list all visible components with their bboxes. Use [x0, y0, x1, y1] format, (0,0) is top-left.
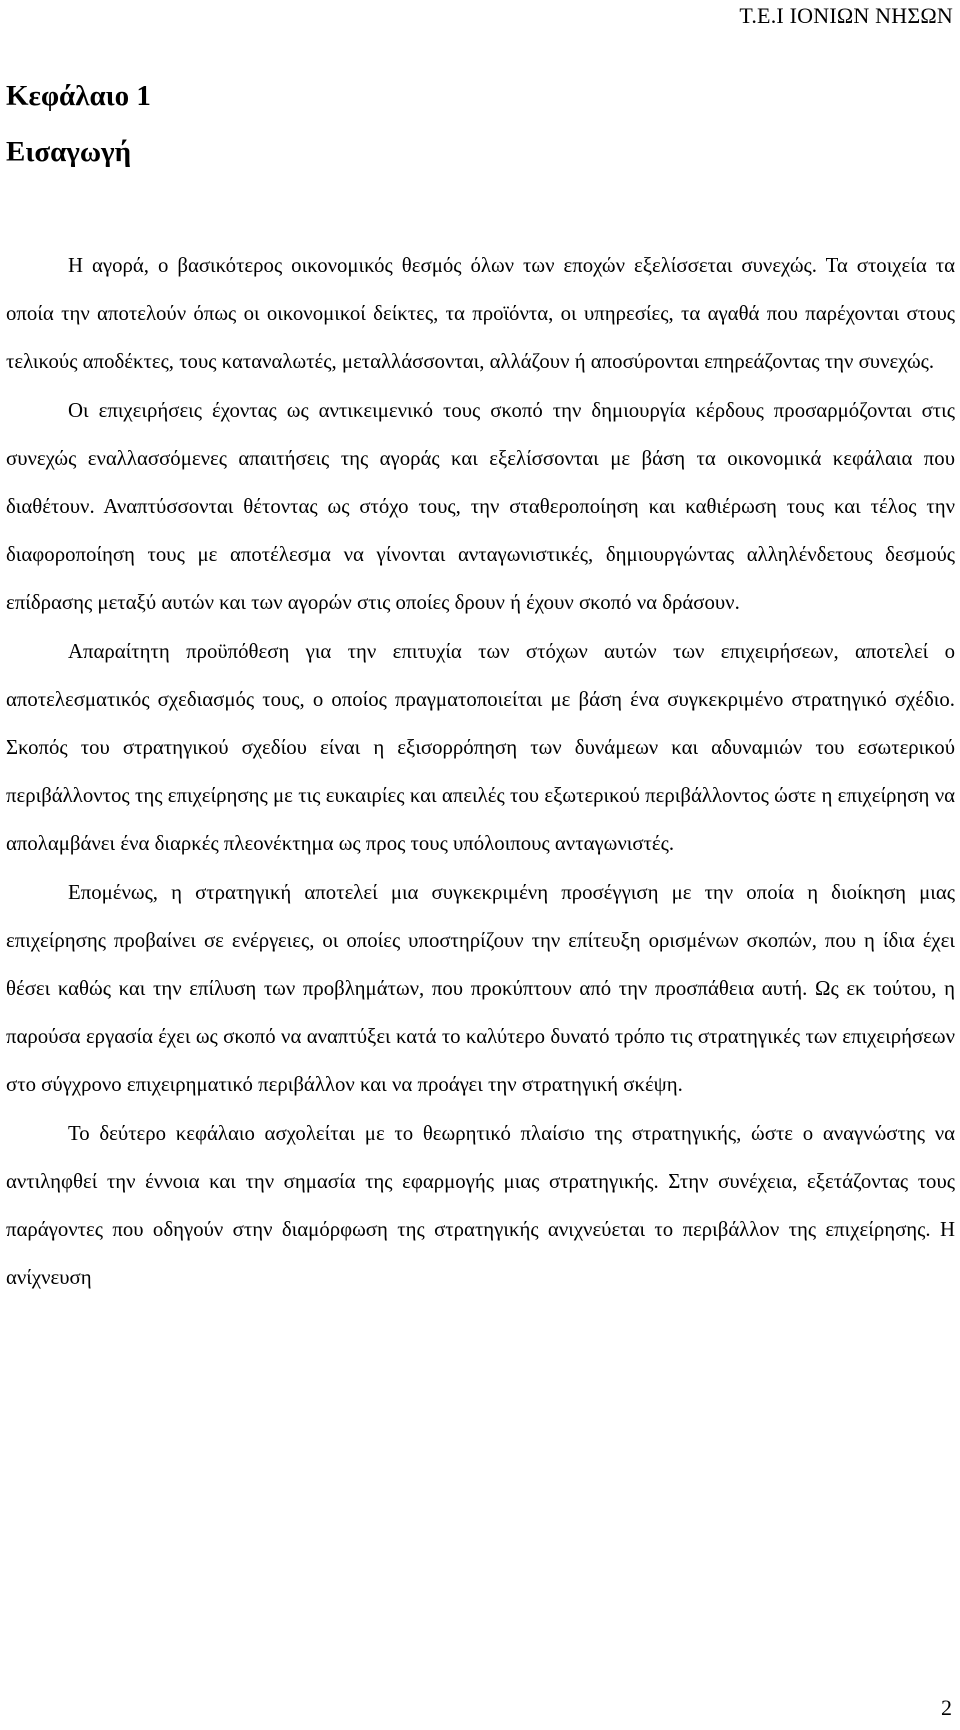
paragraph: Απαραίτητη προϋπόθεση για την επιτυχία των στόχων αυτών των επιχειρήσεων, αποτελεί ο αποτελεσματικός σχεδιασμός τους, ο οποίος πραγματοποιείται με βάση ένα συγκεκριμένο στρατηγικό σχέδιο. Σκοπός του στρατηγικού σχεδίου είναι η εξισορρόπηση των δυνάμεων και αδυναμιών του εσωτερικού περιβάλλοντος της επιχείρησης με τις ευκαιρίες και απειλές του εξωτερικού περιβάλλοντος ώστε η επιχείρηση να απολαμβάνει ένα διαρκές πλεονέκτημα ως προς τους υπόλοιπους ανταγωνιστές.	[6, 639, 955, 856]
page-number: 2	[941, 1695, 952, 1720]
running-header: Τ.Ε.Ι ΙΟΝΙΩΝ ΝΗΣΩΝ	[739, 3, 953, 28]
paragraph: Το δεύτερο κεφάλαιο ασχολείται με το θεωρητικό πλαίσιο της στρατηγικής, ώστε ο αναγνώστης να αντιληφθεί την έννοια και την σημασία της εφαρμογής μιας στρατηγικής. Στην συνέχεια, εξετάζοντας τους παράγοντες που οδηγούν στην διαμόρφωση της στρατηγικής ανιχνεύεται το περιβάλλον της επιχείρησης. Η ανίχνευση	[6, 1121, 955, 1290]
paragraph: Επομένως, η στρατηγική αποτελεί μια συγκεκριμένη προσέγγιση με την οποία η διοίκηση μιας επιχείρησης προβαίνει σε ενέργειες, οι οποίες υποστηρίζουν την επίτευξη ορισμένων σκοπών, που η ίδια έχει θέσει καθώς και την επίλυση των προβλημάτων, που προκύπτουν από την προσπάθεια αυτή. Ως εκ τούτου, η παρούσα εργασία έχει ως σκοπό να αναπτύξει κατά το καλύτερο δυνατό τρόπο τις στρατηγικές των επιχειρήσεων στο σύγχρονο επιχειρηματικό περιβάλλον και να προάγει την στρατηγική σκέψη.	[6, 880, 955, 1097]
paragraph: Οι επιχειρήσεις έχοντας ως αντικειμενικό τους σκοπό την δημιουργία κέρδους προσαρμόζονται στις συνεχώς εναλλασσόμενες απαιτήσεις της αγοράς και εξελίσσονται με βάση τα οικονομικά κεφάλαια που διαθέτουν. Αναπτύσσονται θέτοντας ως στόχο τους, την σταθεροποίηση και καθιέρωση τους και τέλος την διαφοροποίηση τους με αποτέλεσμα να γίνονται ανταγωνιστικές, δημιουργώντας αλληλένδετους δεσμούς επίδρασης μεταξύ αυτών και των αγορών στις οποίες δρουν ή έχουν σκοπό να δράσουν.	[6, 398, 955, 615]
body-text	[6, 242, 955, 1302]
paragraph: Η αγορά, ο βασικότερος οικονομικός θεσμός όλων των εποχών εξελίσσεται συνεχώς. Τα στοιχεία τα οποία την αποτελούν όπως οι οικονομικοί δείκτες, τα προϊόντα, οι υπηρεσίες, τα αγαθά που παρέχονται στους τελικούς αποδέκτες, τους καταναλωτές, μεταλλάσσονται, αλλάζουν ή αποσύρονται επηρεάζοντας την συνεχώς.	[6, 254, 955, 374]
chapter-title-heading: Εισαγωγή	[6, 136, 132, 168]
chapter-number-heading: Κεφάλαιο 1	[6, 80, 151, 112]
